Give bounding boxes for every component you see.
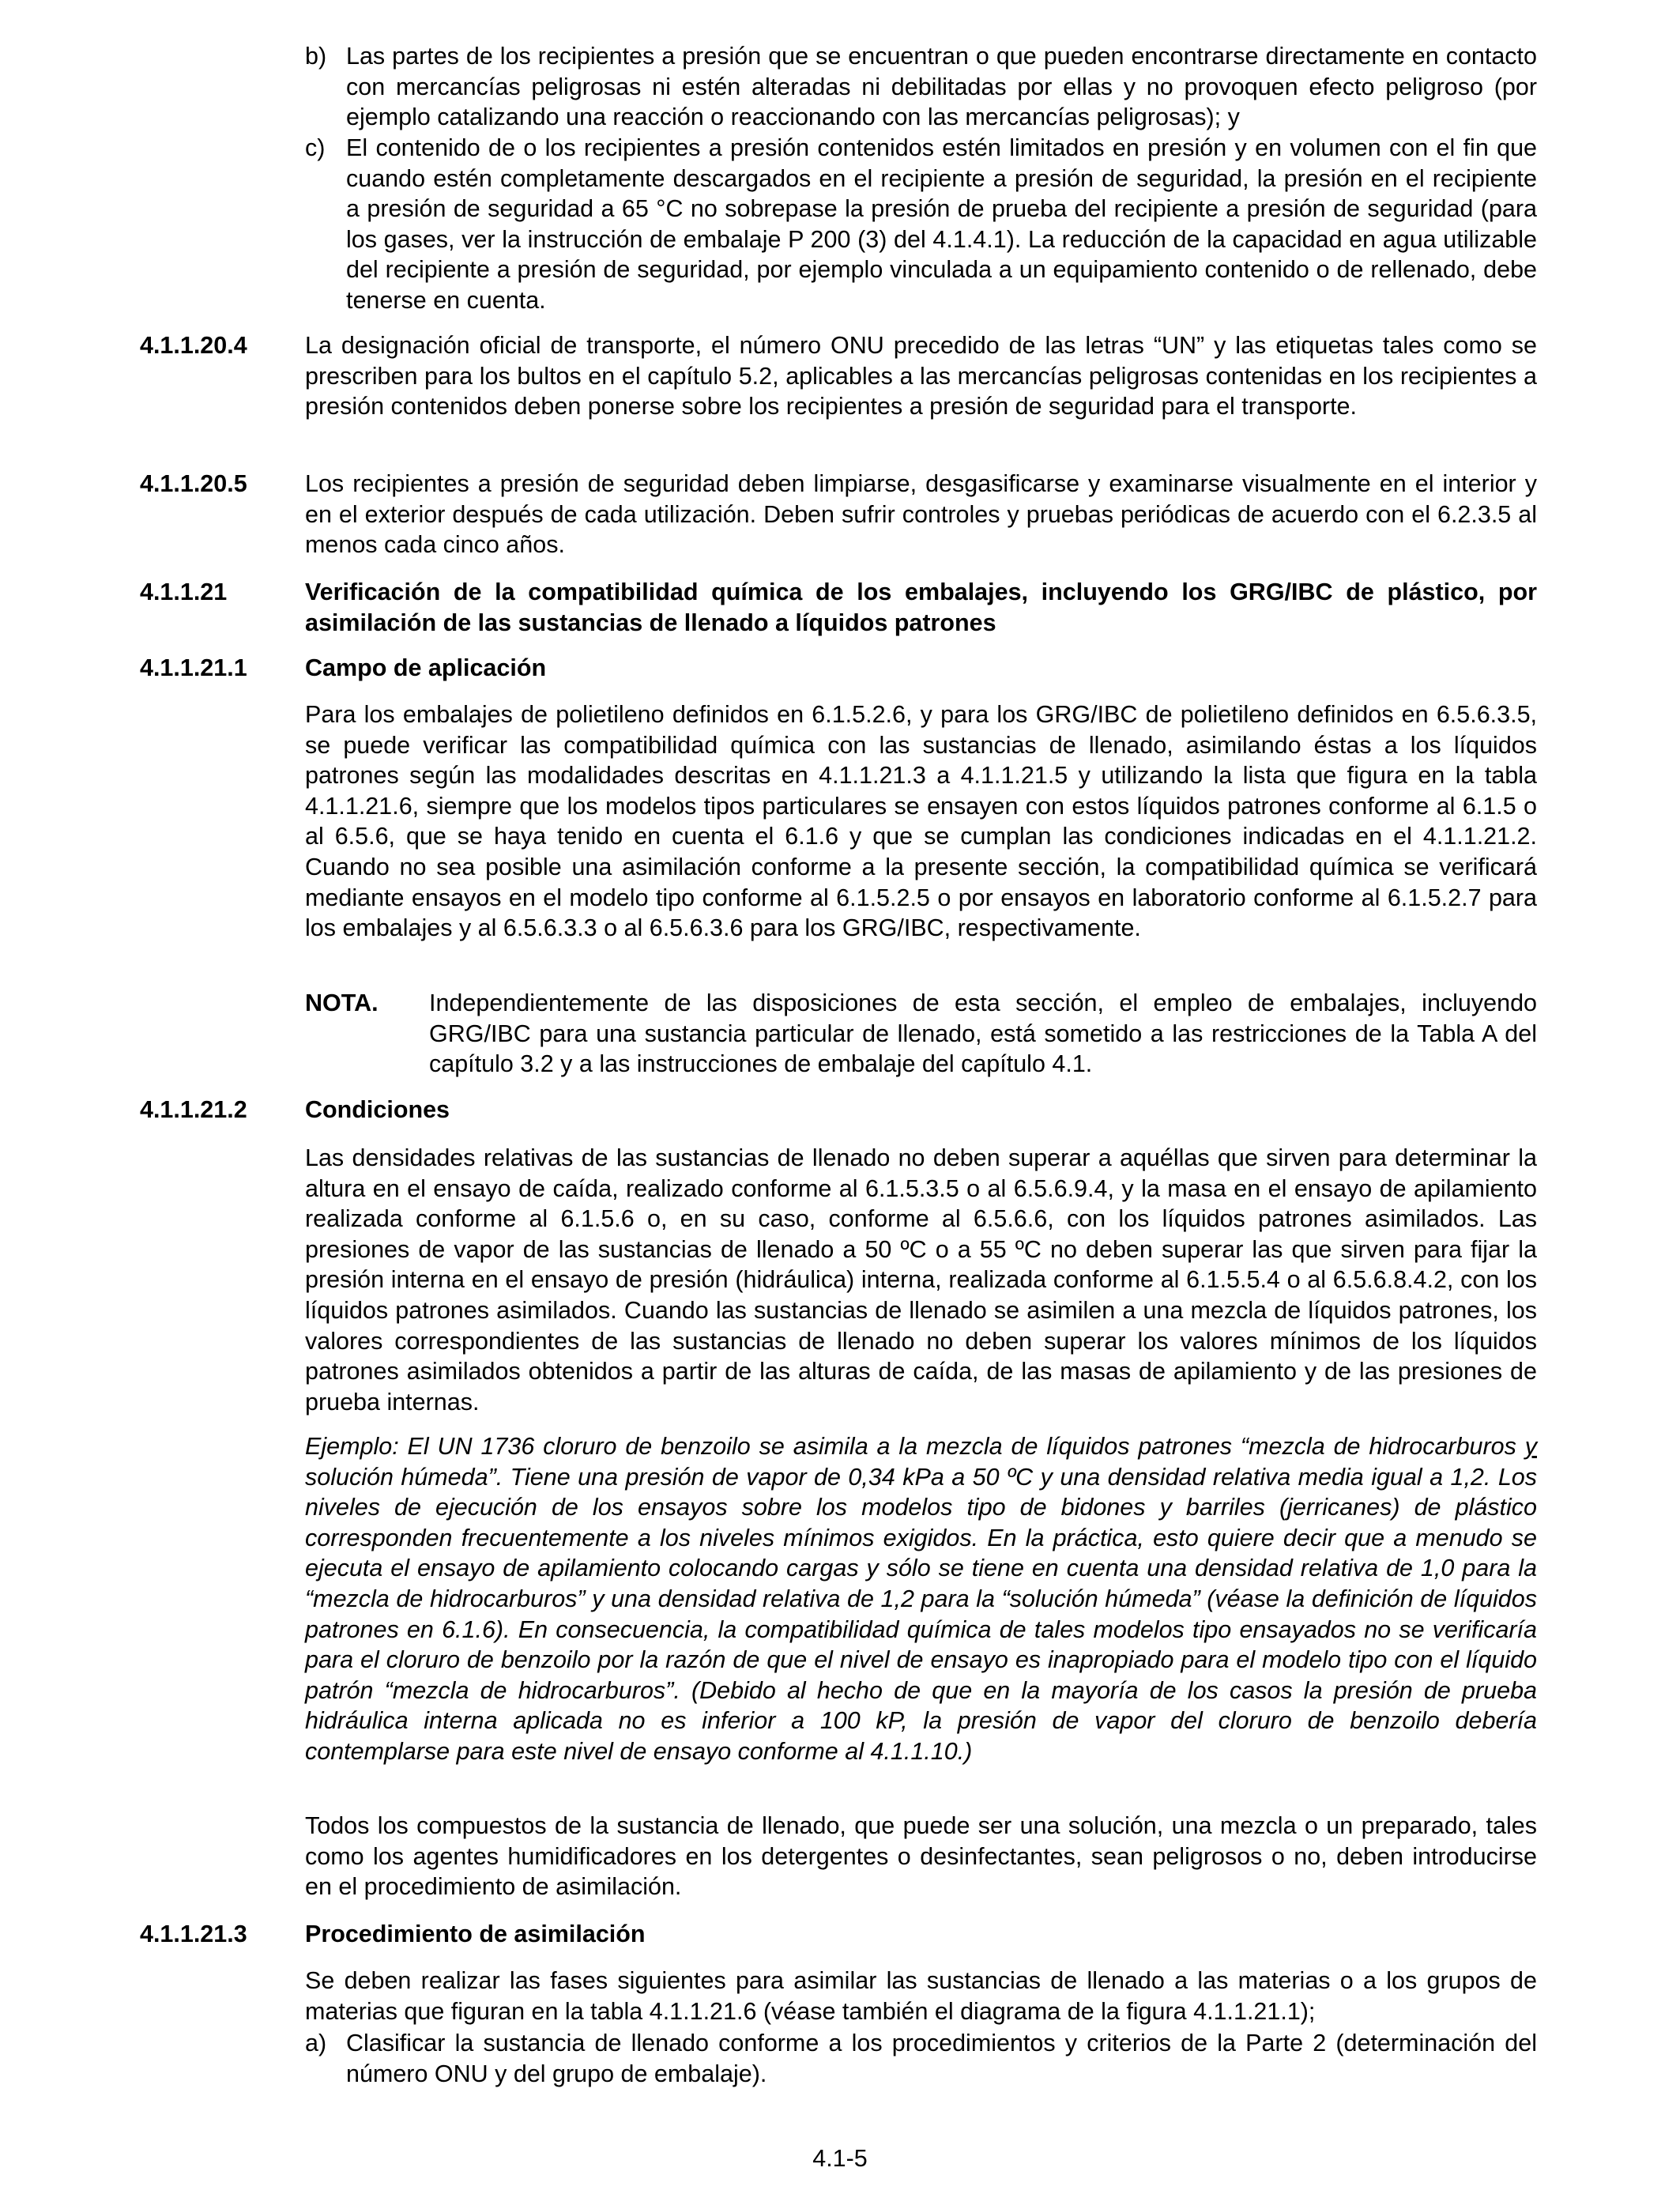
list-item-text: El contenido de o los recipientes a presión contenidos estén limitados en presión y en volumen con el fin que cuando estén completamente descargados en el recipiente a presión de seguridad, la presión en el recipiente a presión de seguridad a 65 °C no sobrepase la presión de prueba del recipiente a presión de seguridad (para los gases, ver la instrucción de embalaje P 200 (3) del 4.1.4.1). La reducción de la capacidad en agua utilizable del recipiente a presión de seguridad, por ejemplo vinculada a un equipamiento contenido o de rellenado, debe tenerse en cuenta. (346, 134, 1537, 314)
section-heading: Condiciones (305, 1096, 450, 1123)
example-text-rest: solución húmeda”. Tiene una presión de vapor de 0,34 kPa a 50 ºC y una densidad relativa media igual a 1,2. Los niveles de ejecución de los ensayos sobre los modelos tipo de bidones y barriles (jerricanes) de plástico corresponden frecuentemente a los niveles mínimos exigidos. En la práctica, esto quiere decir que a menudo se ejecuta el ensayo de apilamiento colocando cargas y sólo se tiene en cuenta una densidad relativa de 1,0 para la “mezcla de hidrocarburos” y una densidad relativa de 1,2 para la “solución húmeda” (véase la definición de líquidos patrones en 6.1.6). En consecuencia, la compatibilidad química de tales modelos tipo ensayados no se verificaría para el cloruro de benzoilo por la razón de que el nivel de ensayo es inapropiado para el modelo tipo con el líquido patrón “mezcla de hidrocarburos”. (Debido al hecho de que en la mayoría de los casos la presión de prueba hidráulica interna aplicada no es inferior a 100 kP, la presión de vapor del cloruro de benzoilo debería contemplarse para este nivel de ensayo conforme al 4.1.1.10.) (305, 1463, 1537, 1765)
section-text: Los recipientes a presión de seguridad deben limpiarse, desgasificarse y examinarse visualmente en el interior y en el exterior después de cada utilización. Deben sufrir controles y pruebas periódicas de acuerdo con el 6.2.3.5 al menos cada cinco años. (305, 470, 1537, 559)
paragraph: Se deben realizar las fases siguientes para asimilar las sustancias de llenado a las materias o a los grupos de materias que figuran en la tabla 4.1.1.21.6 (véase también el diagrama de la figura 4.1.1.21.1); (305, 1967, 1537, 2025)
section-number: 4.1.1.21.3 (140, 1921, 247, 1947)
list-item-label: b) (305, 43, 327, 70)
section-text: La designación oficial de transporte, el número ONU precedido de las letras “UN” y las etiquetas tales como se prescriben para los bultos en el capítulo 5.2, aplicables a las mercancías peligrosas contenidas en los recipientes a presión contenidos deben ponerse sobre los recipientes a presión de seguridad para el transporte. (305, 332, 1537, 420)
section-number: 4.1.1.20.5 (140, 470, 247, 497)
section-heading: Verificación de la compatibilidad química de los embalajes, incluyendo los GRG/IBC de plástico, por asimilación de las sustancias de llenado a líquidos patrones (305, 579, 1537, 636)
paragraph: Todos los compuestos de la sustancia de llenado, que puede ser una solución, una mezcla o un preparado, tales como los agentes humidificadores en los detergentes o desinfectantes, sean peligrosos o no, deben introducirse en el procedimiento de asimilación. (305, 1812, 1537, 1901)
list-item-text: Clasificar la sustancia de llenado conforme a los procedimientos y criterios de la Parte 2 (determinación del número ONU y del grupo de embalaje). (346, 2030, 1537, 2087)
paragraph: Las densidades relativas de las sustancias de llenado no deben superar a aquéllas que sirven para determinar la altura en el ensayo de caída, realizado conforme al 6.1.5.3.5 o al 6.5.6.9.4, y la masa en el ensayo de apilamiento realizada conforme al 6.1.5.6 o, en su caso, conforme al 6.5.6.6, con los líquidos patrones asimilados. Las presiones de vapor de las sustancias de llenado a 50 ºC o a 55 ºC no deben superar las que sirven para fijar la presión interna en el ensayo de presión (hidráulica) interna, realizada conforme al 6.1.5.5.4 o al 6.5.6.8.4.2, con los líquidos patrones asimilados. Cuando las sustancias de llenado se asimilen a una mezcla de líquidos patrones, los valores correspondientes de las sustancias de llenado no deben superar los valores mínimos de los líquidos patrones asimilados obtenidos a partir de las alturas de caída, de las masas de apilamiento y de las presiones de prueba internas. (305, 1144, 1537, 1416)
section-heading: Procedimiento de asimilación (305, 1921, 646, 1947)
list-item-text: Las partes de los recipientes a presión que se encuentran o que pueden encontrarse directamente en contacto con mercancías peligrosas ni estén alteradas ni debilitadas por ellas y no provoquen efecto peligroso (por ejemplo catalizando una reacción o reaccionando con las mercancías peligrosas); y (346, 43, 1537, 131)
section-number: 4.1.1.21.2 (140, 1096, 247, 1123)
section-heading: Campo de aplicación (305, 654, 547, 681)
example-underlined-word: y (1524, 1433, 1537, 1460)
section-number: 4.1.1.20.4 (140, 332, 247, 359)
note-text: Independientemente de las disposiciones de esta sección, el empleo de embalajes, incluyendo GRG/IBC para una sustancia particular de llenado, está sometido a las restricciones de la Tabla A del capítulo 3.2 y a las instrucciones de embalaje del capítulo 4.1. (429, 990, 1537, 1078)
list-item-label: c) (305, 134, 326, 161)
paragraph: Para los embalajes de polietileno definidos en 6.1.5.2.6, y para los GRG/IBC de polietileno definidos en 6.5.6.3.5, se puede verificar las compatibilidad química con las sustancias de llenado, asimilando éstas a los líquidos patrones según las modalidades descritas en 4.1.1.21.3 a 4.1.1.21.5 y utilizando la lista que figura en la tabla 4.1.1.21.6, siempre que los modelos tipos particulares se ensayen con estos líquidos patrones conforme al 6.1.5 o al 6.5.6, que se haya tenido en cuenta el 6.1.6 y que se cumplan las condiciones indicadas en el 4.1.1.21.2. Cuando no sea posible una asimilación conforme a la presente sección, la compatibilidad química se verificará mediante ensayos en el modelo tipo conforme al 6.1.5.2.5 o por ensayos en laboratorio conforme al 6.1.5.2.7 para los embalajes y al 6.5.6.3.3 o al 6.5.6.3.6 para los GRG/IBC, respectivamente. (305, 701, 1537, 942)
example-text-start: Ejemplo: El UN 1736 cloruro de benzoilo se asimila a la mezcla de líquidos patrones “mezcla de hidrocarburos (305, 1433, 1525, 1460)
section-number: 4.1.1.21.1 (140, 654, 247, 681)
note-label: NOTA. (305, 990, 379, 1016)
page-number: 4.1-5 (812, 2145, 868, 2172)
example-paragraph (305, 1431, 1537, 1767)
section-number: 4.1.1.21 (140, 579, 228, 605)
list-item-label: a) (305, 2030, 327, 2056)
